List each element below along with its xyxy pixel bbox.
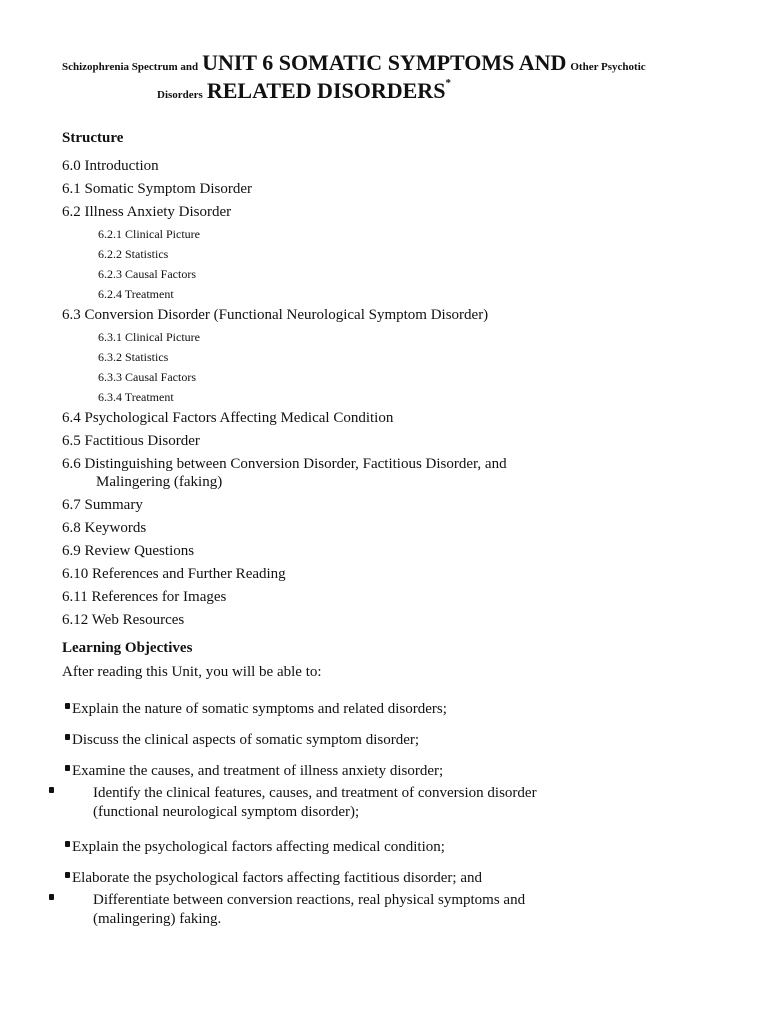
toc-item: 6.7 Summary (62, 497, 143, 513)
toc-subitem: 6.3.1 Clinical Picture (98, 330, 200, 344)
objectives-heading: Learning Objectives (62, 640, 193, 656)
toc-item: 6.5 Factitious Disorder (62, 433, 200, 449)
bullet-icon (65, 765, 70, 771)
toc-item: 6.1 Somatic Symptom Disorder (62, 181, 252, 197)
running-head-left-2: Disorders (157, 89, 203, 101)
toc-subitem: 6.2.2 Statistics (98, 247, 169, 261)
unit-header-line2 (157, 77, 768, 104)
toc-item: 6.3 Conversion Disorder (Functional Neurological Symptom Disorder) (62, 307, 489, 323)
toc-subitem: 6.3.3 Causal Factors (98, 370, 196, 384)
unit-header-line1 (62, 50, 768, 76)
objective-item: Identify the clinical features, causes, and treatment of conversion disorder (functional neurological symptom disorder); (93, 785, 537, 820)
bullet-icon (65, 734, 70, 740)
toc-item: 6.9 Review Questions (62, 543, 195, 559)
toc-item: 6.6 Distinguishing between Conversion Disorder, Factitious Disorder, and Malingering (faking) (62, 456, 507, 490)
bullet-icon (65, 872, 70, 878)
objective-item: Explain the nature of somatic symptoms and related disorders; (72, 701, 447, 717)
bullet-icon (65, 841, 70, 847)
bullet-icon (65, 703, 70, 709)
objective-item: Discuss the clinical aspects of somatic symptom disorder; (72, 732, 420, 748)
objective-item: Differentiate between conversion reactions, real physical symptoms and (malingering) faking. (93, 892, 526, 927)
bullet-icon (49, 787, 54, 793)
toc-item: 6.10 References and Further Reading (62, 566, 286, 582)
structure-heading: Structure (62, 130, 124, 146)
objectives-intro: After reading this Unit, you will be able to: (62, 664, 322, 680)
objective-item: Explain the psychological factors affecting medical condition; (72, 839, 445, 855)
toc-subitem: 6.2.3 Causal Factors (98, 267, 196, 281)
unit-title-part1: UNIT 6 SOMATIC SYMPTOMS AND (202, 50, 567, 75)
toc-subitem: 6.2.4 Treatment (98, 287, 174, 301)
toc-subitem: 6.3.4 Treatment (98, 390, 174, 404)
running-head-left: Schizophrenia Spectrum and (62, 61, 199, 73)
footnote-mark: * (445, 77, 451, 89)
toc-item: 6.2 Illness Anxiety Disorder (62, 204, 232, 220)
toc-item: 6.4 Psychological Factors Affecting Medical Condition (62, 410, 394, 426)
toc-subitem: 6.3.2 Statistics (98, 350, 169, 364)
bullet-icon (49, 894, 54, 900)
toc-item: 6.12 Web Resources (62, 612, 185, 628)
objective-item: Elaborate the psychological factors affecting factitious disorder; and (72, 870, 482, 886)
unit-title-part2: RELATED DISORDERS (206, 78, 446, 103)
toc-item: 6.8 Keywords (62, 520, 147, 536)
objective-item: Examine the causes, and treatment of illness anxiety disorder; (72, 763, 444, 779)
running-head-right: Other Psychotic (570, 61, 646, 73)
toc-subitem: 6.2.1 Clinical Picture (98, 227, 200, 241)
toc-item: 6.11 References for Images (62, 589, 227, 605)
table-of-contents (62, 155, 622, 632)
toc-item: 6.0 Introduction (62, 158, 159, 174)
